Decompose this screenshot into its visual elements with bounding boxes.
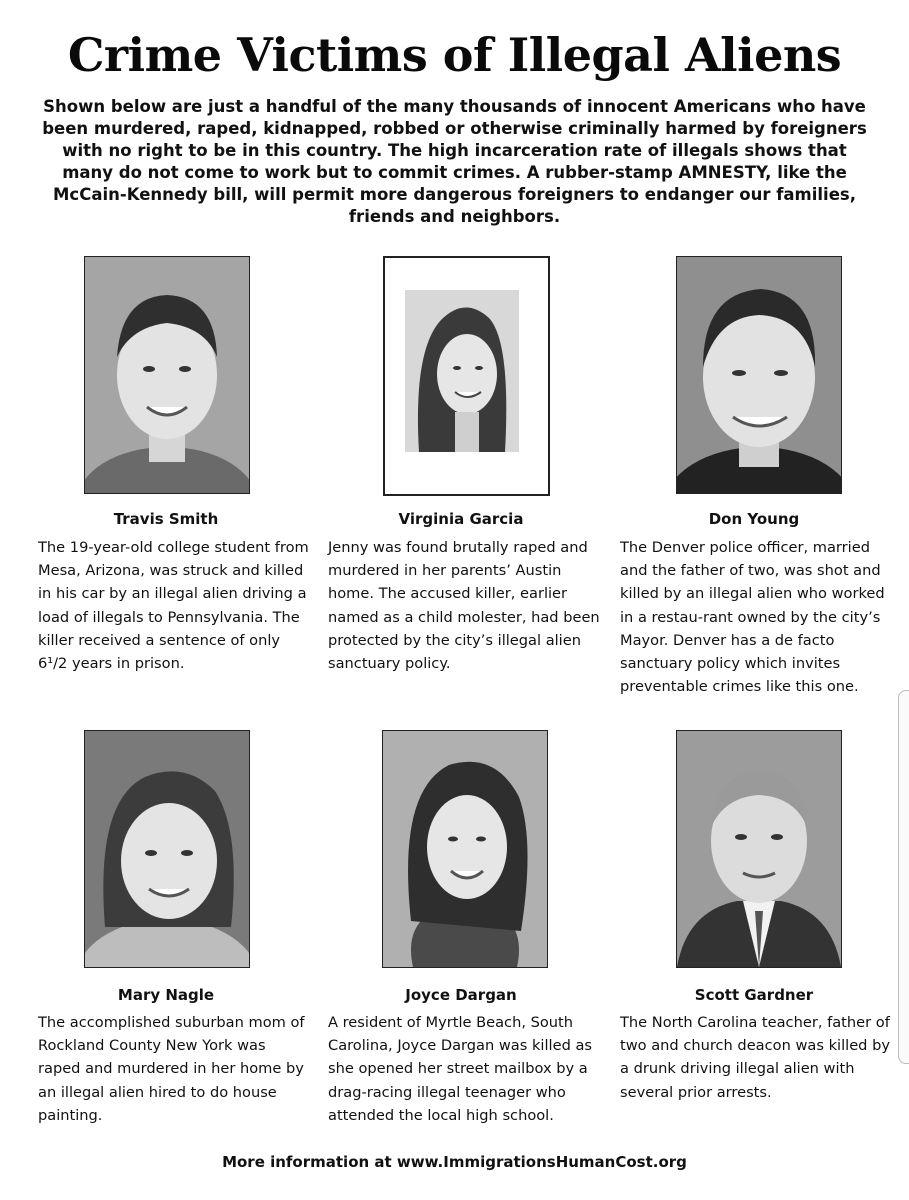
victim-photo-don-young [676, 256, 842, 494]
victim-name-virginia-garcia: Virginia Garcia [398, 510, 524, 528]
victim-name-mary-nagle: Mary Nagle [117, 986, 215, 1004]
victim-bio-joyce-dargan: A resident of Myrtle Beach, South Carolina, Joyce Dargan was killed as she opened her street mailbox by a drag-racing illegal teenager who attended the local high school. [328, 1014, 593, 1124]
victim-bio-virginia-garcia: Jenny was found brutally raped and murdered in her parents’ Austin home. The accused killer, earlier named as a child molester, had been protected by the city’s illegal alien sanctuary policy. [328, 539, 600, 673]
footer-more-info: More information at www.ImmigrationsHumanCost.org [222, 1153, 687, 1171]
victim-photo-joyce-dargan [382, 730, 548, 968]
scrollbar-handle[interactable] [898, 690, 909, 1064]
victim-name-don-young: Don Young [708, 510, 800, 528]
victim-photo-travis-smith [84, 256, 250, 494]
victim-bio-mary-nagle: The accomplished suburban mom of Rockland County New York was raped and murdered in her home by an illegal alien hired to do house painting. [38, 1014, 305, 1124]
victim-name-travis-smith: Travis Smith [113, 510, 219, 528]
victim-bio-don-young: The Denver police officer, married and the father of two, was shot and killed by an illegal alien who worked in a restau-rant owned by the city’s Mayor. Denver has a de facto sanctuary policy which invites preventable crimes like this one. [620, 539, 885, 696]
intro-paragraph: Shown below are just a handful of the many thousands of innocent Americans who have been murdered, raped, kidnapped, robbed or otherwise criminally harmed by foreigners with no right to be in this country. The high incarceration rate of illegals shows that many do not come to work but to commit crimes. A rubber-stamp AMNESTY, like the McCain-Kennedy bill, will permit more dangerous foreigners to endanger our families, friends and neighbors. [42, 97, 867, 226]
victim-photo-scott-gardner [676, 730, 842, 968]
page-title: Crime Victims of Illegal Aliens [67, 28, 842, 82]
victim-photo-mary-nagle [84, 730, 250, 968]
victim-bio-scott-gardner: The North Carolina teacher, father of two and church deacon was killed by a drunk driving illegal alien with several prior arrests. [620, 1014, 890, 1101]
victim-name-joyce-dargan: Joyce Dargan [405, 986, 517, 1004]
victim-name-scott-gardner: Scott Gardner [694, 986, 814, 1004]
victim-photo-virginia-garcia [405, 290, 519, 452]
victim-photo-frame-virginia-garcia [383, 256, 550, 496]
victim-bio-travis-smith: The 19-year-old college student from Mesa, Arizona, was struck and killed in his car by an illegal alien driving a load of illegals to Pennsylvania. The killer received a sentence of only 6¹/2 years in prison. [38, 539, 309, 673]
